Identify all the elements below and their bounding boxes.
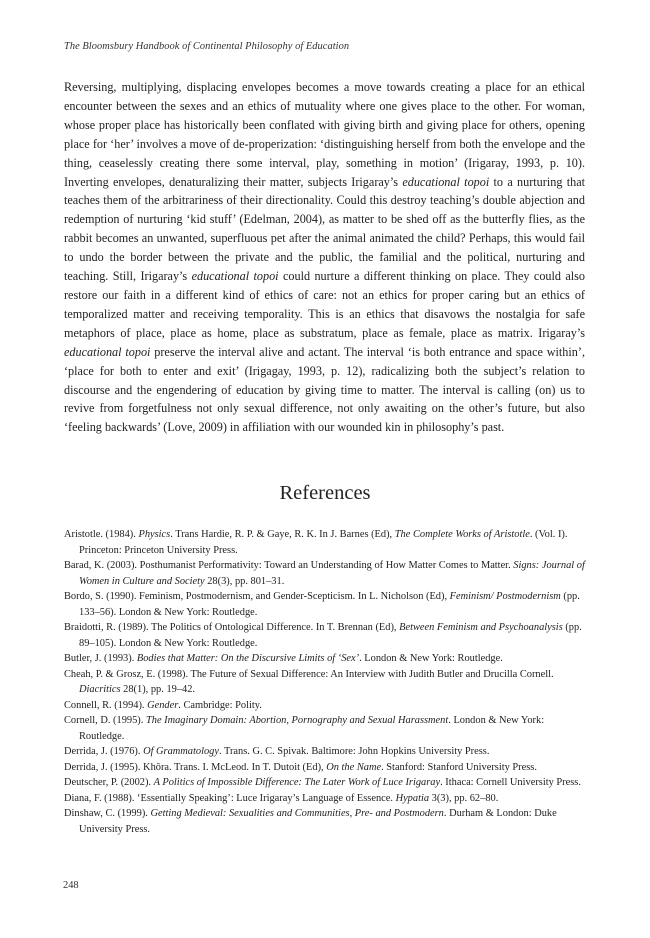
text-run: Connell, R. (1994). xyxy=(64,699,148,711)
text-run: Butler, J. (1993). xyxy=(64,653,137,664)
text-run: Cornell, D. (1995). xyxy=(64,715,146,726)
references-list xyxy=(64,527,589,837)
text-run: Derrida, J. (1976). xyxy=(64,746,144,757)
page-number: 248 xyxy=(63,880,79,891)
text-run: (pp. 89–105). London & New York: Routledge. xyxy=(79,622,582,649)
text-run: Diana, F. (1988). ‘Essentially Speaking’: Luce Irigaray’s Language of Essence. xyxy=(64,792,396,804)
text-run: . London & New York: Routledge. xyxy=(79,715,545,742)
text-run: Barad, K. (2003). Posthumanist Performativity: Toward an Understanding of How Matter Comes to Matter. xyxy=(64,560,514,571)
text-run: Dinshaw, C. (1999). xyxy=(64,808,151,819)
reference-entry xyxy=(64,713,589,744)
text-run: Cheah, P. & Grosz, E. (1998). The Future of Sexual Difference: An Interview with Judith Butler and Drucilla Cornell. xyxy=(64,668,554,680)
reference-entry xyxy=(64,806,589,837)
text-run: . Ithaca: Cornell University Press. xyxy=(440,777,581,788)
text-run: Derrida, J. (1995). Khôra. Trans. I. McLeod. In T. Dutoit (Ed), xyxy=(64,761,327,773)
italic-text: The Complete Works of Aristotle xyxy=(394,529,530,540)
italic-text: Feminism/ Postmodernism xyxy=(449,591,561,602)
italic-text: Signs: Journal of Women in Culture and Society xyxy=(79,560,585,587)
text-run: 28(1), pp. 19–42. xyxy=(120,684,196,695)
reference-entry xyxy=(64,791,589,807)
text-run: . Stanford: Stanford University Press. xyxy=(381,761,537,773)
text-run: . Trans Hardie, R. P. & Gaye, R. K. In J. Barnes (Ed), xyxy=(170,529,395,540)
italic-text: On the Name xyxy=(326,761,382,773)
italic-text: Between Feminism and Psychoanalysis xyxy=(399,622,563,633)
italic-text: Gender xyxy=(147,699,179,711)
text-run: Aristotle. (1984). xyxy=(64,529,139,540)
italic-text: Physics xyxy=(138,529,171,540)
text-run: 3(3), pp. 62–80. xyxy=(429,792,499,804)
references-heading: References xyxy=(279,482,371,504)
text-run: Braidotti, R. (1989). The Politics of Ontological Difference. In T. Brennan (Ed), xyxy=(64,622,400,633)
italic-text: Diacritics xyxy=(79,684,121,695)
running-head: The Bloomsbury Handbook of Continental Philosophy of Education xyxy=(64,41,350,52)
text-run: . (Vol. I). Princeton: Princeton University Press. xyxy=(79,529,568,556)
text-run: 28(3), pp. 801–31. xyxy=(204,575,285,587)
text-run: . Durham & London: Duke University Press. xyxy=(79,808,557,835)
text-run: Bordo, S. (1990). Feminism, Postmodernism, and Gender-Scepticism. In L. Nicholson (Ed), xyxy=(64,591,450,602)
italic-text: Bodies that Matter: On the Discursive Limits of ‘Sex’ xyxy=(136,653,360,664)
text-run: Reversing, multiplying, displacing envelopes becomes a move towards creating a place for an ethical encounter between the sexes and an ethics of mutuality where one gives place to the other. For woman, whose proper place has historically been conflated with giving birth and giving place for others, opening place for ‘her’ involves a move of de-properization: ‘distinguishing herself from both the envelope and the thing, ceaselessly creating there some interval, play, something in motion’ (Irigaray, 1993, p. 10). Inverting envelopes, denaturalizing their matter, subjects Irigaray’s xyxy=(64,80,585,189)
reference-entry xyxy=(64,651,589,667)
body-paragraph xyxy=(64,78,585,437)
reference-entry xyxy=(64,775,589,791)
italic-text: Getting Medieval: Sexualities and Communities, Pre- and Postmodern xyxy=(150,808,444,819)
text-run: (pp. 133–56). London & New York: Routledge. xyxy=(79,591,580,618)
reference-entry xyxy=(64,744,589,760)
reference-entry xyxy=(64,698,589,714)
italic-text: educational topoi xyxy=(402,174,490,189)
text-run: preserve the interval alive and actant. The interval ‘is both entrance and space within’, ‘place for both to enter and exit’ (Irigagay, 1993, p. 12), radicalizing both the subject’s relation to discourse and the engendering of education by giving time to matter. The interval is calling (on) us to revive from forgetfulness not only sexual difference, not only awaiting on the other’s future, but also ‘feeling backwards’ (Love, 2009) in affiliation with our wounded kin in philosophy’s past. xyxy=(64,344,585,435)
text-run: Deutscher, P. (2002). xyxy=(64,777,154,788)
text-run: . London & New York: Routledge. xyxy=(359,653,503,664)
italic-text: educational topoi xyxy=(64,344,151,359)
italic-text: educational topoi xyxy=(191,269,279,284)
text-run: could nurture a different thinking on place. They could also restore our faith in a different kind of ethics of care: not an ethics for proper caring but an ethics of temporalized matter and receiving temporality. This is an ethics that disavows the nostalgia for safe metaphors of place, place as home, place as substratum, place as female, place as matrix. Irigaray’s xyxy=(64,269,586,340)
italic-text: A Politics of Impossible Difference: The Later Work of Luce Irigaray xyxy=(153,777,441,788)
reference-entry xyxy=(64,527,589,558)
text-run: . Cambridge: Polity. xyxy=(178,699,262,711)
italic-text: Hypatia xyxy=(395,792,430,804)
text-run: . Trans. G. C. Spivak. Baltimore: John Hopkins University Press. xyxy=(218,746,490,757)
italic-text: Of Grammatology xyxy=(143,746,219,757)
text-run: to a nurturing that teaches them of the arbitrariness of their directionality. Could this destroy teaching’s double abjection and redemption of nurturing ‘kid stuff’ (Edelman, 2004), as matter to be shed off as the butterfly flies, as the rabbit becomes an unwanted, superfluous pet after the animal animated the child? Perhaps, this would fail to undo the border between the private and the public, the familial and the political, nurturing and teaching. Still, Irigaray’s xyxy=(64,174,585,284)
reference-entry xyxy=(64,620,589,651)
reference-entry xyxy=(64,667,589,698)
reference-entry xyxy=(64,558,589,589)
reference-entry xyxy=(64,589,589,620)
reference-entry xyxy=(64,760,589,776)
italic-text: The Imaginary Domain: Abortion, Pornography and Sexual Harassment xyxy=(145,715,449,726)
